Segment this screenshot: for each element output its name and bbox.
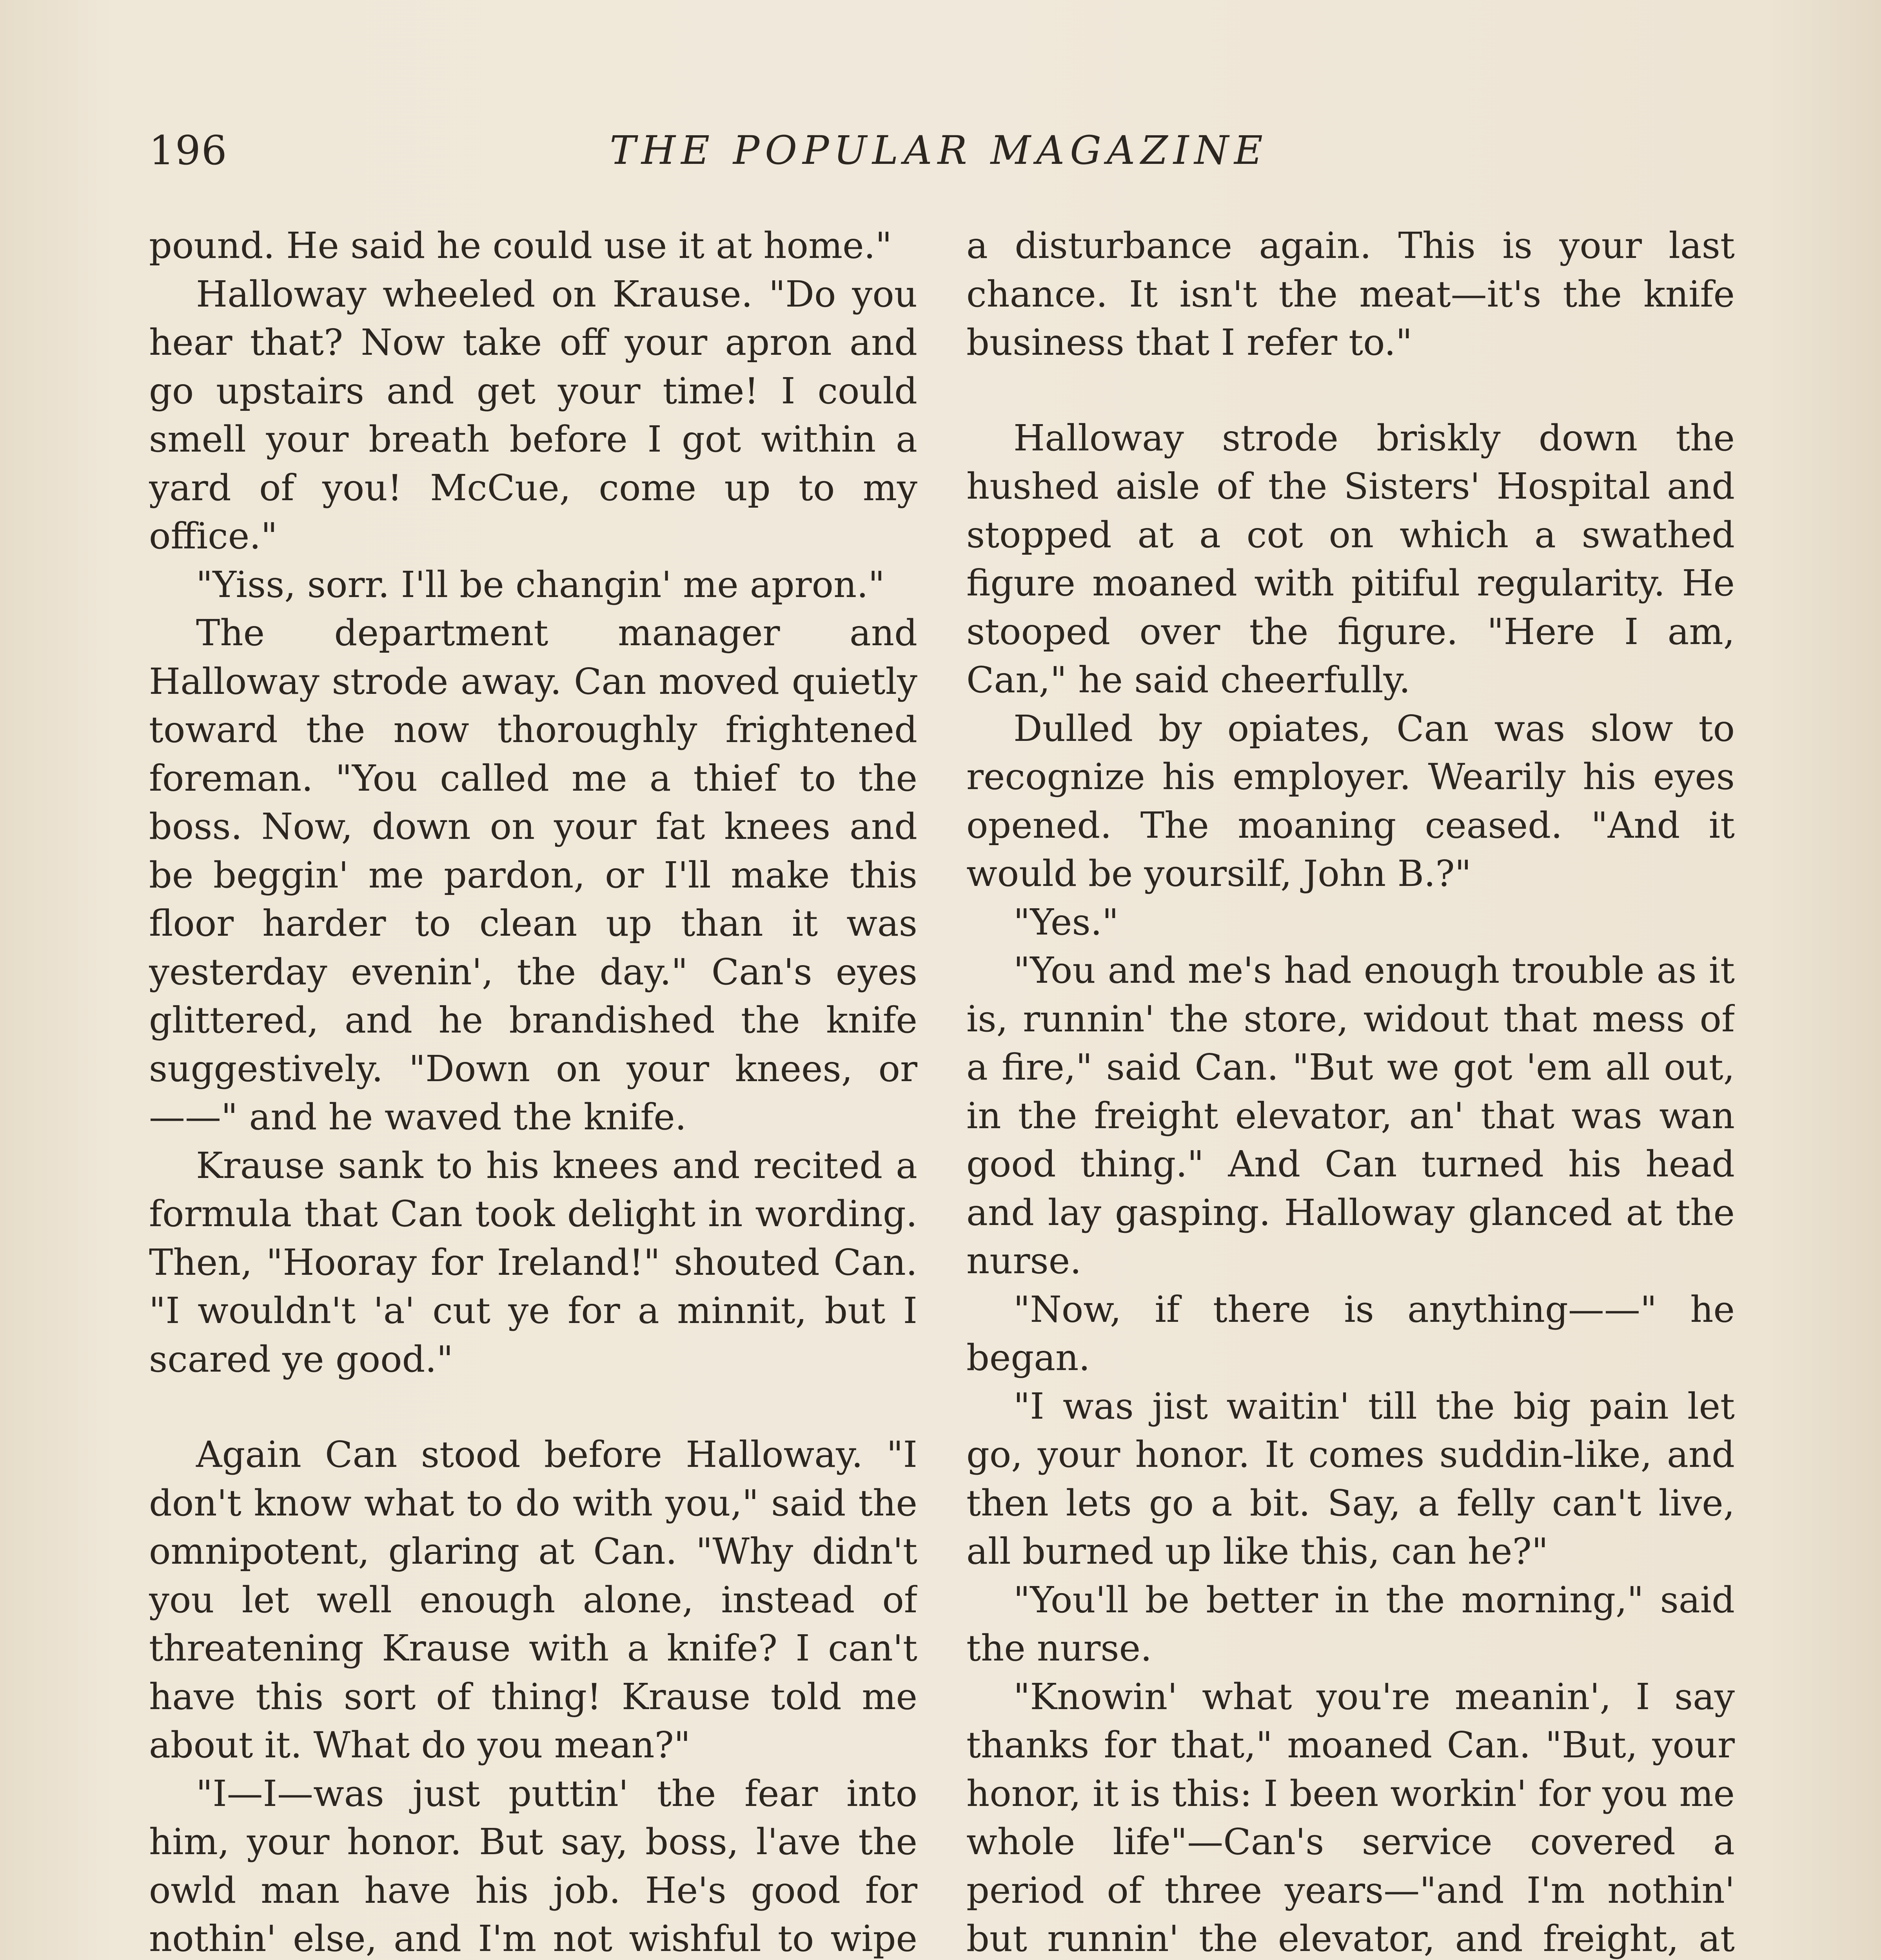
- paragraph: Krause sank to his knees and recited a formula that Can took delight in wording. Then, "Hooray for Ireland!" shouted Can. "I wouldn't 'a' cut ye for a minnit, but I scared ye good.": [149, 1144, 917, 1380]
- paragraph: "I was jist waitin' till the big pain let go, your honor. It comes suddin-like, and then lets go a bit. Say, a felly can't live, all burned up like this, can he?": [966, 1385, 1735, 1572]
- paragraph: "You and me's had enough trouble as it is, runnin' the store, widout that mess of a fire," said Can. "But we got 'em all out, in the freight elevator, an' that was wan good thing." And Can turned his head and lay gasping. Halloway glanced at the nurse.: [966, 949, 1735, 1282]
- paragraph: Dulled by opiates, Can was slow to recognize his employer. Wearily his eyes opened. The moaning ceased. "And it would be yoursilf, John B.?": [966, 707, 1735, 895]
- section-break: [966, 367, 1735, 414]
- running-title: THE POPULAR MAGAZINE: [610, 127, 1268, 173]
- paragraph: Halloway wheeled on Krause. "Do you hear that? Now take off your apron and go upstairs and get your time! I could smell your breath before I got within a yard of you! McCue, come up to my office.": [149, 273, 917, 557]
- paragraph: Again Can stood before Halloway. "I don't know what to do with you," said the omnipotent, glaring at Can. "Why didn't you let well enough alone, instead of threatening Krause with a knife? I can't have this sort of thing! Krause told me about it. What do you mean?": [149, 1434, 917, 1766]
- paragraph: "Knowin' what you're meanin', I say thanks for that," moaned Can. "But, your honor, it is this: I been workin' for you me whole life"—Can's service covered a period of three years—"and I'm nothin' but runnin' the elevator, and freight, at: [966, 1675, 1735, 1960]
- section-break: [149, 1383, 917, 1430]
- paragraph: a disturbance again. This is your last chance. It isn't the meat—it's the knife business that I refer to.": [966, 225, 1735, 363]
- page-number: 196: [149, 127, 228, 174]
- paragraph: "Yes.": [1013, 901, 1119, 943]
- right-column: [966, 221, 1735, 1960]
- paragraph: "Yiss, sorr. I'll be changin' me apron.": [196, 563, 885, 606]
- paragraph: The department manager and Halloway strode away. Can moved quietly toward the now thoroughly frightened foreman. "You called me a thief to the boss. Now, down on your fat knees and be beggin' me pardon, or I'll make this floor harder to clean up than it was yesterday evenin', the day." Can's eyes glittered, and he brandished the knife suggestively. "Down on your knees, or——" and he waved the knife.: [149, 612, 917, 1138]
- paragraph: "I—I—was just puttin' the fear into him, your honor. But say, boss, l'ave the owld man have his job. He's good for nothin' else, and I'm not wishful to wipe: [149, 1772, 917, 1960]
- page-header: [149, 127, 1729, 198]
- left-column: [149, 221, 917, 1960]
- paragraph: "You'll be better in the morning," said the nurse.: [966, 1579, 1735, 1669]
- paragraph: pound. He said he could use it at home.": [149, 225, 892, 267]
- paragraph: Halloway strode briskly down the hushed aisle of the Sisters' Hospital and stopped at a cot on which a swathed figure moaned with pitiful regularity. He stooped over the figure. "Here I am, Can," he said cheerfully.: [966, 417, 1735, 701]
- paragraph: "Now, if there is anything——" he began.: [966, 1288, 1735, 1379]
